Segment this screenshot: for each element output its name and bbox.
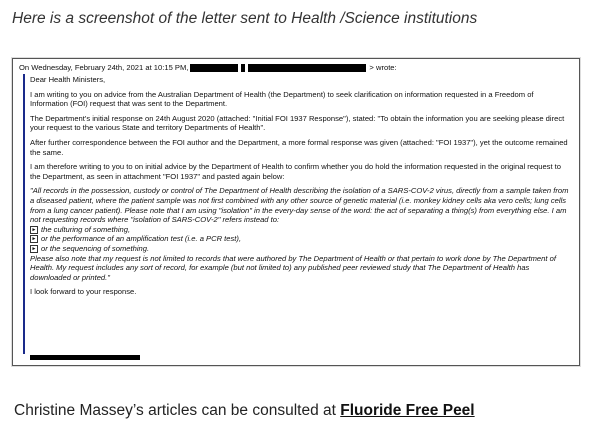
quote-intro: "All records in the possession, custody or control of The Department of Health describing the isolation of a SARS-COV-2 virus, directly from a sample taken from a diseased patient, where the patient sample was not first combined with any other source of genetic material (i.e. monkey kidney cells aka vero cells; lung cells from a lung cancer patient). Please note that I am using "isolation" in the every-day sense of the word: the act of separating a thing(s) from everything else. I am not requesting records where "isolation of SARS-COV-2" refers instead to: — [30, 186, 569, 225]
quote-outro: Please also note that my request is not limited to records that were authored by The Department of Health or that pertain to work done by The Department of Health. My request includes any sort of record, for example (but not limited to) any published peer reviewed study that The Department of Health has downloaded or printed." — [30, 253, 556, 282]
redacted-separator — [241, 64, 245, 72]
redacted-sender-name — [190, 64, 238, 72]
checkbox-icon: ► — [31, 226, 37, 233]
email-paragraph: After further correspondence between the FOI author and the Department, a more formal response was given (attached: "FOI 1937"), yet the outcome remained the same. — [30, 137, 568, 157]
email-paragraph: I am writing to you on advice from the Australian Department of Health (the Department) to seek clarification on information requested in a Freedom of Information (FOI) request that was sent to the Department. — [30, 89, 534, 109]
email-header — [19, 63, 397, 73]
foi-request-quote — [30, 186, 572, 282]
intro-caption: Here is a screenshot of the letter sent to Health /Science institutions — [12, 10, 478, 27]
footer-text — [14, 402, 475, 420]
email-body — [30, 75, 572, 302]
closing: I look forward to your response. — [30, 287, 137, 297]
email-paragraph: The Department's initial response on 24th August 2020 (attached: "Initial FOI 1937 Response"), stated: "To obtain the information you are seeking please direct your request to the various State and territory Departments of Health". — [30, 113, 565, 133]
redacted-sender-email — [248, 64, 366, 72]
quote-list-item: ► or the performance of an amplification test (i.e. a PCR test), — [31, 234, 242, 244]
email-header-wrote: > wrote: — [369, 63, 397, 72]
salutation: Dear Health Ministers, — [30, 75, 106, 84]
checkbox-icon: ► — [31, 245, 37, 252]
email-header-date: On Wednesday, February 24th, 2021 at 10:15 PM, — [19, 63, 189, 72]
footer-caption: Christine Massey’s articles can be consulted at — [14, 402, 341, 419]
fluoride-free-peel-link[interactable]: Fluoride Free Peel — [340, 402, 475, 419]
email-paragraph: I am therefore writing to you to on initial advice by the Department of Health to confirm whether you do hold the information requested in the original request to the Department, as seen in attachment "FOI 1937" and pasted again below: — [30, 162, 562, 181]
quote-list-item: ► or the sequencing of something. — [31, 243, 150, 253]
quote-list-item: ► the culturing of something, — [31, 224, 131, 234]
checkbox-icon: ► — [31, 236, 37, 243]
email-screenshot — [12, 58, 580, 366]
quote-rule — [23, 74, 25, 354]
redacted-signature — [30, 355, 140, 360]
